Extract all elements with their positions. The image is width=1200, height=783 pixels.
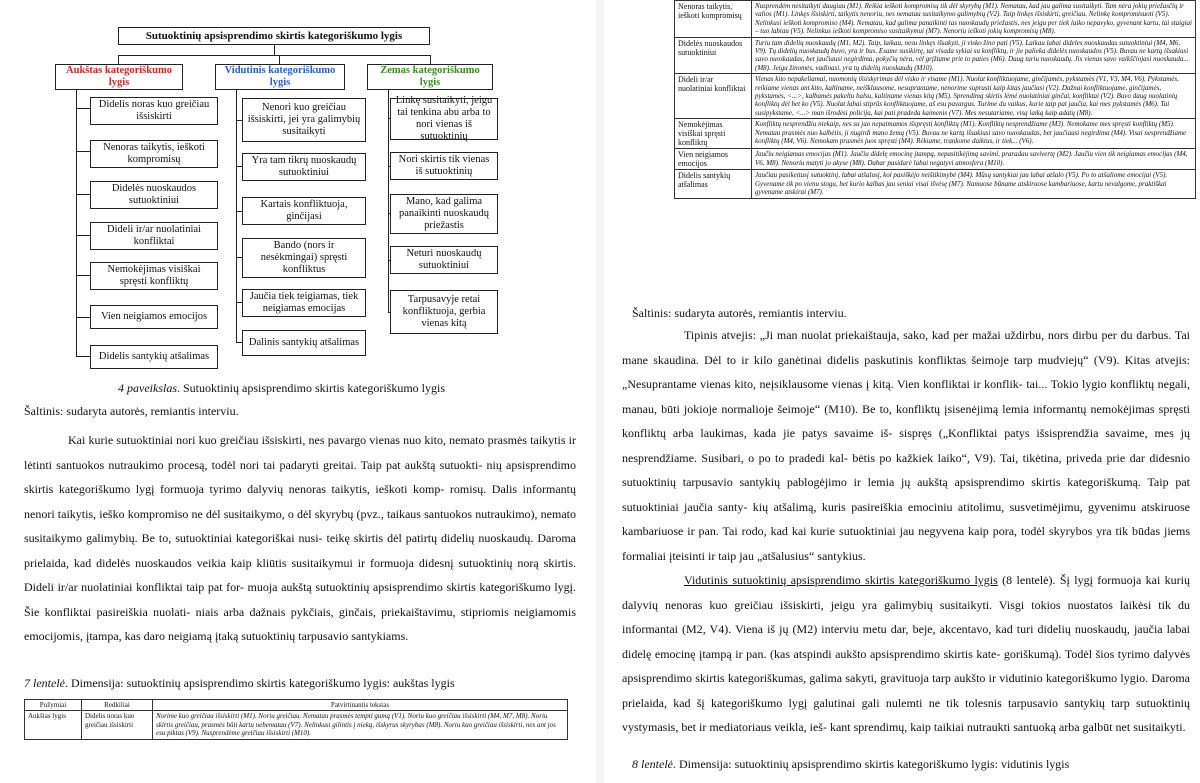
table-cell: Nusprendėm nesitaikyti daugiau (M1). Reikia ieškoti kompromisų tik dėl skyrybų (M1). Nematau, kad jau galima susitaikyti. Tam nėra jokių priežasčių ir valios (M1). Linkęs išsiskirti, taikytis nenoriu, nes nematau susitaikymo galimybių (V2). Taip linkęs išsiskirti, greičiau. Nelinkę kompromisuoti (V5). Nelinkusi ieškoti kompromiso (M4). Nematau, kad galima panaikinti tas nuoskaudų priežastis, nes jeigu per tiek laiko nepavyko, gyvenant kartu, tai staigiai – tuo labiau (V5). Nelinkus ieškoti kompromiso susitaikymui (M7). Nenoriu ieškoti jokių kompromisų (M8). [752,1,1196,38]
mid-item: Dalinis santykių atšalimas [242,330,366,356]
high-item: Didelės nuoskaudos sutuoktiniui [90,181,218,209]
table-cell: Vien neigiamos emocijos [675,149,752,170]
table-row [675,170,1196,198]
table-row [675,119,1196,149]
table-row [675,74,1196,119]
low-item: Mano, kad galima panaikinti nuoskaudų priežastis [390,194,498,234]
mid-item: Jaučia tiek teigiamas, tiek neigiamas emocijas [242,289,366,317]
body-paragraph: Tipinis atvejis: „Ji man nuolat priekaištauja, sako, kad per mažai uždirbu, nors dirbu per du darbus. Tai mane skaudina. Dėl to ir kilo ganėtinai didelis paskutinis konfliktas šeimoje tarp mudviejų“ (V9). Kitas atvejis: „Nesuprantame vienas kito, neįsiklausome vienas į kitą. Vien konfliktai ir konflik- tai... Tokio lygio konfliktų negali, manau, būti jokioje normalioje šeimoje“ (M10). Be to, konfliktų įsisenėjimą lemia informantų nemokėjimas spręsti konfliktų arba laukimas, kada jie patys savaime iš- sispręs („Konfliktai patys išsisprendžia savaime, mes jų nesprendžiame. Susibari, o po to pradedi kal- bėtis po kažkiek laiko“, V9). Tai, tikėtina, priveda prie dar didesnio sutuoktinių tarpusavio santykių pablogėjimo ir lemia jų aukštą apsisprendimo skirtis kategoriškumą. Taip pat sutuoktiniai jaučia santy- kių atšalimą, kuris pasireiškia emociniu atitolimu, susvetimėjimu, gyvenimu atskiruose kambariuose ir pan. Tai rodo, kad kai kurie sutuoktiniai jau negyvena kaip pora, todėl skyrybos yra tik būdas jiems formaliai įteisinti ir taip jau „atšalusius“ santykius. [622,328,1190,563]
low-item: Nori skirtis tik vienas iš sutuoktinių [390,152,498,180]
level-low: Žemas kategoriškumo lygis [367,64,493,90]
table-cell: Konfliktų nesprendžiu niekaip, nes su juo nepaimamos išspręsti konfliktų (M1). Konfliktų nesprendžiame (M3). Nemokame mes spręsti konfliktų (M5). Nematau prasmės nuo kalbėtis, ji nugirdi mano žemą (V5). Buvau ne kartą išsakiusi savo nuoskaudas, bet jaučiausi negirdima (M4). Visai nesprendžiame konfliktų (M4, V6). Nemokam prasmės juos spręsti (M4). Rėkiame, trankome daiktus, ir tiek... (V6). [752,119,1196,149]
table-cell: Aukštas lygis [25,711,82,739]
table-header-row [25,700,568,711]
table-header: Patvirtinantis tekstas [153,700,568,711]
table-row [675,149,1196,170]
high-item: Nenoras taikytis, ieškoti kompromisų [90,140,218,168]
mid-item: Kartais konfliktuoja, ginčijasi [242,197,366,225]
table-cell: Jaučiu neigiamas emocijas (M1). Jaučiu didelę emocinę įtampą, nepasitikėjimą savimi, praradau savivertę (M2). Jaučiu vien tik neigiamas emocijas (M4, V6, M8). Nenoriu matyti jo akyse (M8). Dabar pasidarė labai negatyvi atmosfera (M10). [752,149,1196,170]
table-header: Požymiai [25,700,82,711]
mid-item: Nenori kuo greičiau išsiskirti, jei yra galimybių susitaikyti [242,98,366,142]
table-7-continued [674,0,1196,199]
table-row [675,1,1196,38]
categoricalness-diagram [0,0,596,400]
table-cell: Nenoras taikytis, ieškoti kompromisų [675,1,752,38]
table-header: Redkiliai [82,700,153,711]
right-page [604,0,1200,783]
left-page [0,0,596,783]
table-cell: Vienas kito nepakeliamai, nuomonių išsiskyrimas dėl visko ir visame (M1). Nuolat konfliktuojame, ginčijamės, pykstamės (V1, V3, M4, V6). Pykstamės, reikiame vienas ant kito, kaltiname, neišklausome, nesuprantame, nenorime suprasti kaip kitas jaučiasi (V2). Dažnai konfliktuojame, ginčijamės, pykstamės, <...>, kalbamės pakeltu balsu, kaltiname vienas kitą (M5). Sprendimą skirtis lėmė nuolatiniai ginčai, konfliktai (V2). Buvo daug nuolatinių konfliktų dėl bet ko (V5). Nuolat labai stiprūs konfliktuojame, aš esu pavargus. Turime du vaikus, kurie taip pat jaučia, kai mes pykstamės (M6). Tai susipykstame, <...> man išrodėsi policija, kai pati pradeda kaimenis (V7). Mes nesutariame, visą laiką kaip adatų (M8). [752,74,1196,119]
table-row [675,37,1196,74]
table-source: Šaltinis: sudaryta autorės, remiantis interviu. [632,306,847,320]
figure-caption: 4 paveikslas. Sutuoktinių apsisprendimo skirtis kategoriškumo lygis [118,381,445,395]
high-item: Dideli ir/ar nuolatiniai konfliktai [90,222,218,250]
low-item: Neturi nuoskaudų sutuoktiniui [390,246,498,274]
table-cell: Jaučiau pasikeitusį sutuoktinį, labai atšalusį, kol pasiškėjo neištikimybė (M4). Mūsų santykiai jau labai atšalo (V5). Po to atšaliome emocijai (V5). Gyvename tik po vienu stogu, bet kurio kalbas jau seniai visai išvėsę (M7). Namuose būname atskiruose kambariuose, kartu nevalgome, praktiškai gyvename atskirai (M7). [752,170,1196,198]
table-7 [24,699,568,740]
mid-item: Bando (nors ir nesėkmingai) spręsti konfliktus [242,238,366,278]
table-cell: Norime kuo greičiau išsiskirti (M1). Noriu greičiau. Nematau prasmės tempti gumą (V1). Noriu kuo greičiau išsiskirti (M4, M7, M8). Noriu skirtis greičiau, prasmės būti kartu nebematau (V7). Nelinkusi gilintis į nieką, išskyrus skyrybas (M8). Noriu kuo greičiau išsiskirti, nes ant jos esu piktas (V9). Nusprendėme greičiau išsiskirti (M10). [153,711,568,739]
body-paragraph: Kai kurie sutuoktiniai nori kuo greičiau išsiskirti, nes pavargo vienas nuo kito, nemato prasmės taikytis ir lėtinti santuokos nutraukimo procesą, todėl nori tai padaryti greitai. Taip pat aukštą sutuokti- nių apsisprendimo skirtis kategoriškumo lygį formuoja tyrimo dalyvių nenoras taikytis, ieškoti komp- romisų. Dalis informantų nenori taikytis, ieško kompromiso ne dėl susitaikymo, o dėl skyrybų (pvz., taikaus santuokos nutraukimo), nemato susitaikymo galimybių. Be to, sutuoktiniai kategoriškai nusi- teikę skirtis dėl patirtų didelių nuoskaudų. Daroma prielaida, kad didelės nuoskaudos veikia kaip kliūtis susitaikymui ir formuoja didesnį sutuoktinių norą skirtis. Dideli ir/ar nuolatiniai konfliktai taip pat for- muoja aukštą sutuoktinių apsisprendimo skirtis kategoriškumo lygį. Šie konfliktai pasireiškia nuolati- niais arba dažnais pykčiais, ginčais, priekaištavimu, stipriomis neigiamomis emocijomis, įtampa, kas daro neigiamą įtaką sutuoktinių tarpusavio santykiams. [24,433,576,643]
table-cell: Didelės nuoskaudos sutuoktiniui [675,37,752,74]
page-gutter [596,0,604,783]
table-cell: Didelis santykių atšalimas [675,170,752,198]
table-cell: Didelis noras kuo greičiau išsiskirti [82,711,153,739]
low-item: Linkę susitaikyti, jeigu tai tenkina abu arba to nori vienas iš sutuoktinių [390,98,498,140]
underlined-heading: Vidutinis sutuoktinių apsisprendimo skirtis kategoriškumo lygis [684,573,998,587]
high-item: Vien neigiamos emocijos [90,305,218,329]
high-item: Didelis noras kuo greičiau išsiskirti [90,97,218,125]
table-row [25,711,568,739]
level-high: Aukštas kategoriškumo lygis [55,64,183,90]
high-item: Nemokėjimas visiškai spręsti konfliktų [90,262,218,290]
high-item: Didelis santykių atšalimas [90,345,218,369]
mid-item: Yra tam tikrų nuoskaudų sutuoktiniui [242,153,366,181]
level-mid: Vidutinis kategoriškumo lygis [215,64,345,90]
table-caption: 7 lentelė. Dimensija: sutuoktinių apsisprendimo skirtis kategoriškumo lygis: aukštas lygis [24,676,455,690]
table-cell: Turiu tam didelių nuoskaudų (M1, M2). Taip, laikau, nesu linkęs išsakyti, ji visko žino pati (V5). Laikau labai dideles nuoskaudas sutuoktiniui (M4, M6, V9). Tų didelių nuoskaudų buvo, yra ir bus. Esame susikirtę, tai visada sykiai su konfliktų, ir jie palieka didelės nuoskaudos (V5). Buvau ne kartą išsakiusi savo nuoskaudas, bet jaučiausi negirdima, pokyčių nėra, vėl grįžtame prie to paties (M6). Daug turiu nuoskaudų. Jis vienas savo vaikščiojasi nuoskauda... (M8). Jeigu žinomės, vadinasi, yra tų didelių nuoskaudų (M10). [752,37,1196,74]
low-item: Tarpusavyje retai konfliktuoja, gerbia vienas kitą [390,290,498,334]
table-cell: Dideli ir/ar nuolatiniai konfliktai [675,74,752,119]
figure-source: Šaltinis: sudaryta autorės, remiantis interviu. [24,404,239,418]
diagram-title: Sutuoktinių apsisprendimo skirtis kategoriškumo lygis [118,27,430,45]
table-cell: Nemokėjimas visiškai spręsti konfliktų [675,119,752,149]
body-paragraph-2: Vidutinis sutuoktinių apsisprendimo skirtis kategoriškumo lygis (8 lentelė). Šį lygį formuoja kai kurių dalyvių nenoras kuo greičiau išsiskirti, jeigu yra galimybių susitaikyti. Visgi tokios nuostatos laikėsi tik du informantai (M2, V4). Viena iš jų (M2) interviu metu dar, beje, akcentavo, kad turi didelių nuoskaudų, jaučia labai didelę emocinę įtampą ir pan. (kas atspindi aukšto apsisprendimo skirtis kate- goriškumą). Todėl šios tyrimo dalyvės apsisprendimo skirtis kategoriškumas, galima sakyti, gravituoja tarp aukšto ir vidutinio kategoriškumo lygio. Daroma prielaida, kad šį kategoriškumo lygį galutinai gali nulemti ne tik tolesnis tarpusavio santykių tarp sutuoktinių vystymasis, bet ir mediatoriaus veikla, ieš- kant sprendimų, kaip taikiai nutraukti santuoką arba galbūt net susitaikyti. [622,573,1191,734]
table-8-caption: 8 lentelė. Dimensija: sutuoktinių apsisprendimo skirtis kategoriškumo lygis: vidutinis lygis [632,757,1070,771]
